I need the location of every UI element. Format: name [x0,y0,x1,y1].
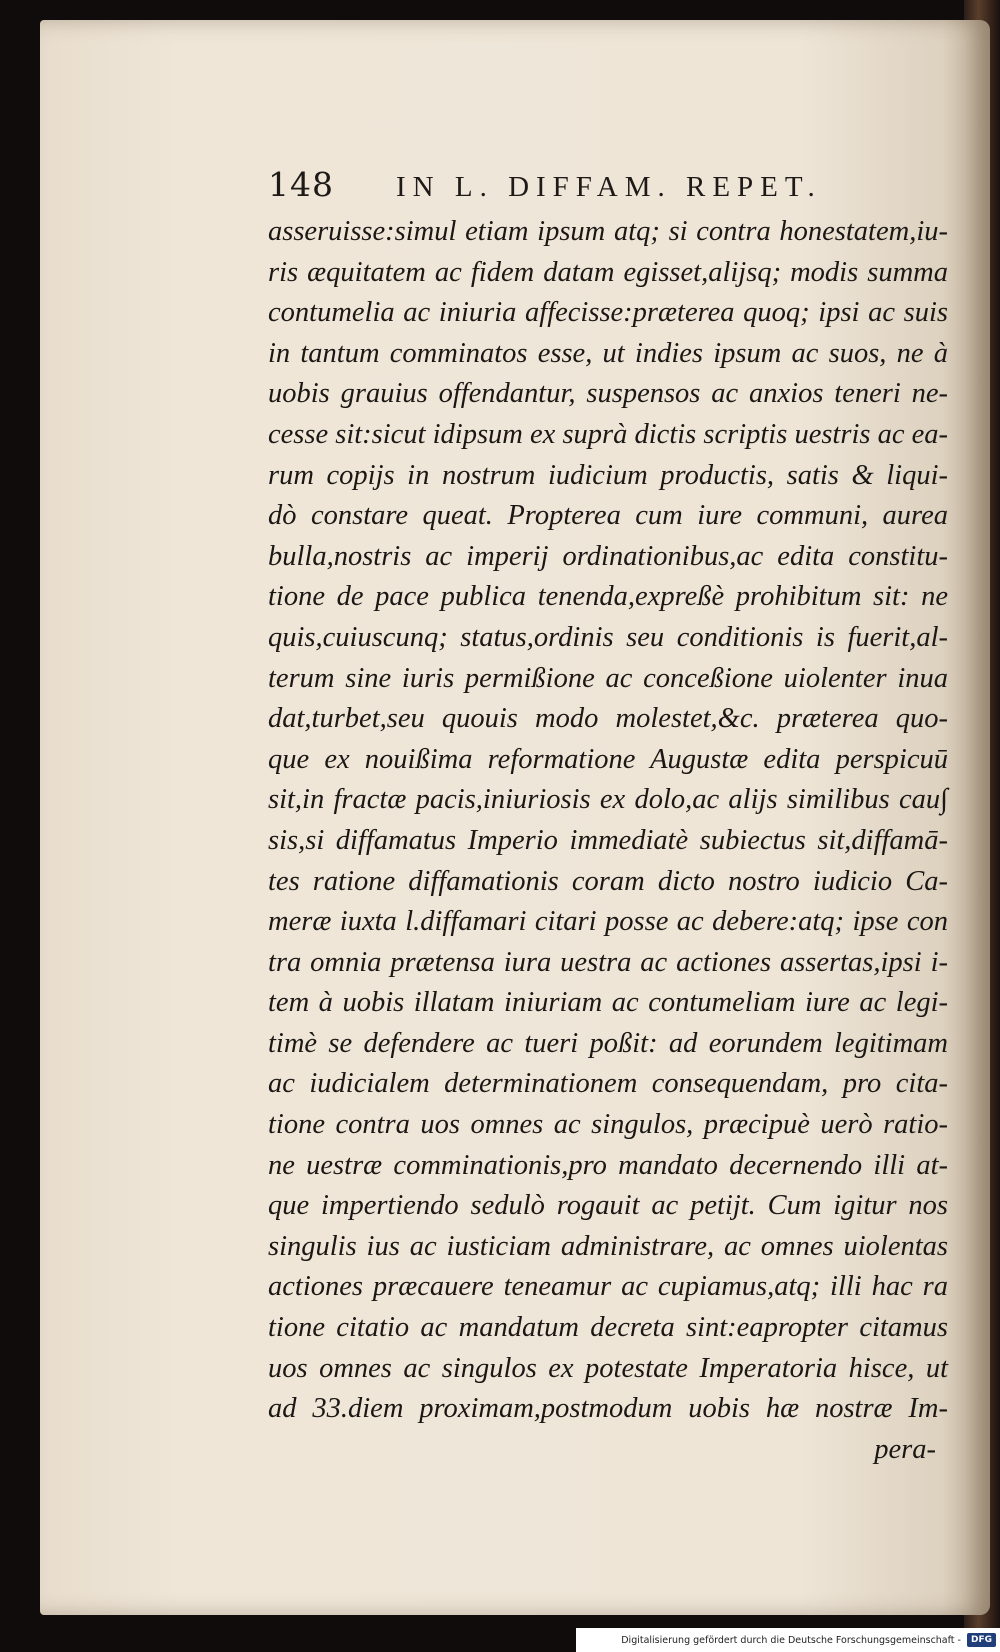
text-line: ne uestræ comminationis,pro mandato decernendo illi at- [268,1149,948,1181]
text-line: uobis grauius offendantur, suspensos ac anxios teneri ne- [268,378,948,410]
body-text [268,212,948,1470]
text-line: timè se defendere ac tueri poßit: ad eorundem legitimam [268,1027,948,1059]
text-line: in tantum comminatos esse, ut indies ipsum ac suos, ne à [268,337,948,369]
text-line: sis,si diffamatus Imperio immediatè subiectus sit,diffamā- [268,824,948,856]
dfg-logo: DFG [967,1633,996,1647]
text-line: meræ iuxta l.diffamari citari posse ac debere:atq; ipse con [268,906,948,938]
text-line: sit,in fractæ pacis,iniuriosis ex dolo,ac alijs similibus cau∫ [268,784,948,816]
text-line: tra omnia prætensa iura uestra ac actiones assertas,ipsi i- [268,946,948,978]
running-title: IN L. DIFFAM. REPET. [396,171,822,203]
text-line: ad 33.diem proximam,postmodum uobis hæ nostræ Im- [268,1393,948,1425]
text-line: tes ratione diffamationis coram dicto nostro iudicio Ca- [268,865,948,897]
text-line: tione contra uos omnes ac singulos, præcipuè uerò ratio- [268,1109,948,1141]
text-line: uos omnes ac singulos ex potestate Imperatoria hisce, ut [268,1352,948,1384]
text-line: contumelia ac iniuria affecisse:præterea quoq; ipsi ac suis [268,297,948,329]
text-line: dò constare queat. Propterea cum iure communi, aurea [268,500,948,532]
text-line: tione de pace publica tenenda,expreßè prohibitum sit: ne [268,581,948,613]
text-line: que impertiendo sedulò rogauit ac petijt. Cum igitur nos [268,1190,948,1222]
credit-text: Digitalisierung gefördert durch die Deutsche Forschungsgemeinschaft - [621,1634,961,1646]
text-line: ac iudicialem determinationem consequendam, pro cita- [268,1068,948,1100]
catchword: pera- [874,1433,936,1465]
text-line: tione citatio ac mandatum decreta sint:eapropter citamus [268,1312,948,1344]
text-line: actiones præcauere teneamur ac cupiamus,atq; illi hac ra [268,1271,948,1303]
text-line: ris æquitatem ac fidem datam egisset,alijsq; modis summa [268,256,948,288]
text-line: cesse sit:sicut idipsum ex suprà dictis scriptis uestris ac ea- [268,418,948,450]
text-line: tem à uobis illatam iniuriam ac contumeliam iure ac legi- [268,987,948,1019]
text-line: singulis ius ac iusticiam administrare, ac omnes uiolentas [268,1230,948,1262]
text-line: dat,turbet,seu quouis modo molestet,&c. præterea quo- [268,703,948,735]
text-line: quis,cuiuscunq; status,ordinis seu conditionis is fuerit,al- [268,621,948,653]
text-line: rum copijs in nostrum iudicium productis, satis & liqui- [268,459,948,491]
text-line: que ex nouißima reformatione Augustæ edita perspicuū [268,743,948,775]
page-number: 148 [268,165,334,204]
running-head [268,165,868,209]
digitization-credit [576,1628,1000,1652]
text-line: bulla,nostris ac imperij ordinationibus,ac edita constitu- [268,540,948,572]
text-line: terum sine iuris permißione ac conceßione uiolenter inua [268,662,948,694]
text-line: asseruisse:simul etiam ipsum atq; si contra honestatem,iu- [268,216,948,247]
